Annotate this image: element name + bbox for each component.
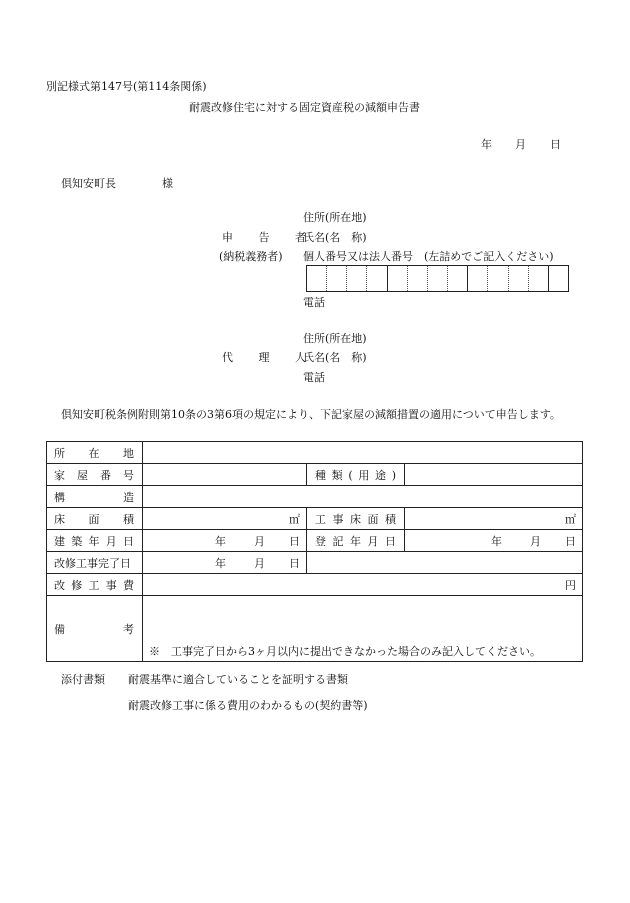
type-usage-label: 種類(用途) — [307, 464, 405, 486]
digit-box[interactable] — [448, 266, 468, 291]
agent-name-label: 氏名(名 称) — [303, 351, 367, 364]
type-usage-field[interactable] — [405, 464, 583, 486]
digit-box[interactable] — [428, 266, 448, 291]
cost-label: 改修工事費 — [47, 574, 143, 596]
month-unit: 月 — [530, 534, 541, 548]
applicant-role-sub: (納税義務者) — [219, 250, 283, 263]
applicant-address-label: 住所(所在地) — [303, 211, 367, 224]
addressee: 倶知安町長 — [61, 177, 116, 190]
year-unit: 年 — [215, 534, 226, 548]
month-unit: 月 — [254, 534, 265, 548]
remarks-label: 備考 — [47, 596, 143, 662]
structure-field[interactable] — [143, 486, 583, 508]
yen-unit: 円 — [565, 578, 576, 592]
completion-date-field[interactable] — [143, 552, 307, 574]
property-table — [46, 441, 583, 662]
agent-phone-label: 電話 — [303, 371, 325, 384]
applicant-role-label: 申 告 者 — [222, 231, 317, 244]
digit-box[interactable] — [488, 266, 508, 291]
sqm-unit: ㎡ — [565, 512, 576, 526]
form-number: 別記様式第147号(第114条関係) — [46, 80, 207, 93]
day-unit: 日 — [289, 556, 300, 570]
sqm-unit: ㎡ — [289, 512, 300, 526]
digit-box[interactable] — [468, 266, 488, 291]
completion-blank — [307, 552, 583, 574]
day-unit: 日 — [289, 534, 300, 548]
attachment-item-1: 耐震基準に適合していることを証明する書類 — [128, 673, 348, 686]
date-year: 年 — [481, 138, 492, 151]
mynumber-label: 個人番号又は法人番号 (左詰めでご記入ください) — [303, 250, 554, 263]
remarks-field[interactable] — [143, 596, 583, 662]
digit-box[interactable] — [529, 266, 549, 291]
document-title: 耐震改修住宅に対する固定資産税の減額申告書 — [189, 101, 420, 114]
statement: 倶知安町税条例附則第10条の3第6項の規定により、下記家屋の減額措置の適用について申告します。 — [61, 408, 561, 421]
attachment-item-2: 耐震改修工事に係る費用のわかるもの(契約書等) — [128, 699, 368, 712]
work-floor-area-field[interactable] — [405, 508, 583, 530]
day-unit: 日 — [565, 534, 576, 548]
honorific: 様 — [162, 177, 173, 190]
agent-address-label: 住所(所在地) — [303, 332, 367, 345]
digit-box[interactable] — [367, 266, 387, 291]
applicant-phone-label: 電話 — [303, 296, 325, 309]
month-unit: 月 — [254, 556, 265, 570]
floor-area-field[interactable] — [143, 508, 307, 530]
work-floor-area-label: 工事床面積 — [307, 508, 405, 530]
date-month: 月 — [515, 138, 526, 151]
digit-box[interactable] — [327, 266, 347, 291]
location-field[interactable] — [143, 442, 583, 464]
attachments-label: 添付書類 — [61, 673, 105, 686]
cost-field[interactable] — [143, 574, 583, 596]
structure-label: 構造 — [47, 486, 143, 508]
mynumber-boxes[interactable] — [306, 265, 569, 292]
house-number-label: 家屋番号 — [47, 464, 143, 486]
registration-date-label: 登記年月日 — [307, 530, 405, 552]
location-label: 所在地 — [47, 442, 143, 464]
year-unit: 年 — [491, 534, 502, 548]
floor-area-label: 床面積 — [47, 508, 143, 530]
completion-date-label: 改修工事完了日 — [47, 552, 143, 574]
digit-box[interactable] — [388, 266, 408, 291]
digit-box[interactable] — [408, 266, 428, 291]
year-unit: 年 — [215, 556, 226, 570]
house-number-field[interactable] — [143, 464, 307, 486]
remarks-note: ※ 工事完了日から3ヶ月以内に提出できなかった場合のみ記入してください。 — [149, 645, 541, 658]
date-day: 日 — [550, 138, 561, 151]
digit-box[interactable] — [347, 266, 367, 291]
build-date-label: 建築年月日 — [47, 530, 143, 552]
digit-box[interactable] — [307, 266, 327, 291]
agent-role-label: 代 理 人 — [222, 351, 317, 364]
registration-date-field[interactable] — [405, 530, 583, 552]
digit-box[interactable] — [549, 266, 568, 291]
build-date-field[interactable] — [143, 530, 307, 552]
digit-box[interactable] — [509, 266, 529, 291]
applicant-name-label: 氏名(名 称) — [303, 231, 367, 244]
